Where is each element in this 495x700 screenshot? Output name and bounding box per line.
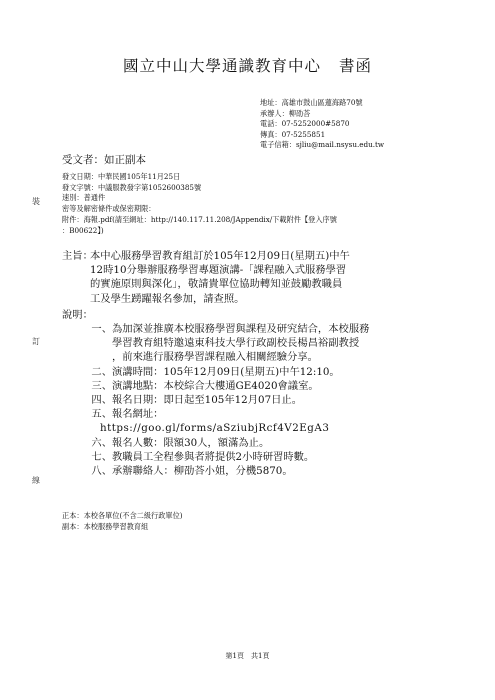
binding-mark-xian: 線 — [32, 476, 40, 485]
document-number: 發文字號：中議服教發字第1052600385號 — [62, 182, 202, 192]
page-footer: 第1頁 共1頁 — [225, 652, 270, 660]
attachment-line-cont: ：B00622】) — [62, 225, 104, 235]
confidentiality: 密等及解密條件或保密期限： — [62, 204, 156, 214]
primary-recipients: 正本：本校各單位(不含二級行政單位) — [62, 511, 183, 520]
explanation — [62, 308, 472, 478]
subject-line: 本中心服務學習教育組訂於105年12月09日(星期五)中午 — [90, 250, 350, 262]
explanation-item — [62, 450, 472, 464]
speed-class: 速別：普通件 — [62, 193, 106, 203]
recipient-value: 如正副本 — [104, 154, 146, 166]
item-number: 四、 — [91, 394, 112, 407]
item-number: 三、 — [91, 379, 112, 392]
explanation-item — [62, 322, 472, 365]
explanation-item — [62, 379, 472, 393]
subject-text — [90, 249, 472, 306]
explanation-item — [62, 407, 472, 421]
item-number: 六、 — [91, 436, 112, 449]
explanation-item — [62, 365, 472, 379]
explanation-item — [62, 393, 472, 407]
subject-label: 主旨： — [62, 250, 93, 262]
item-text: ，前來進行服務學習課程融入相關經驗分享。 — [112, 351, 318, 364]
document-body — [62, 249, 472, 478]
address-line: 地址：高雄市鼓山區蓮海路70號 — [260, 98, 363, 107]
fax-line: 傳真：07-5255851 — [260, 129, 326, 139]
item-text: 承辦聯絡人：柳劭荅小姐，分機5870。 — [112, 465, 293, 478]
binding-mark-ding: 訂 — [32, 337, 40, 346]
org-name: 國立中山大學通識教育中心 — [122, 57, 321, 75]
copy-recipients: 副本：本校服務學習教育組 — [62, 522, 149, 531]
recipient — [62, 152, 146, 167]
attachment-line[interactable]: 附件：海報.pdf(請至網址：http://140.117.11.208/JAppendix/下載附件【登入序號 — [62, 214, 337, 224]
address-block — [260, 98, 384, 151]
phone-line: 電話：07-5252000#5870 — [260, 119, 350, 129]
issue-date: 發文日期：中華民國105年11月25日 — [62, 172, 181, 181]
item-text: 為加深並推廣本校服務學習與課程及研究結合，本校服務 — [112, 323, 370, 336]
item-number: 一、 — [91, 323, 112, 336]
subject-line: 工及學生踴躍報名參加，請查照。 — [90, 292, 245, 305]
item-text: 報名日期：即日起至105年12月07日止。 — [112, 394, 303, 407]
subject-line: 的實施原則與深化」，敬請貴單位協助轉知並鼓勵教職員 — [90, 278, 343, 291]
document-type: 書函 — [339, 57, 373, 75]
item-text: 學習教育組特邀遠東科技大學行政副校長楊昌裕副教授 — [112, 337, 360, 350]
distribution-list — [62, 510, 183, 532]
item-text: 演講時間：105年12月09日(星期五)中午12:10。 — [112, 365, 340, 378]
item-number: 七、 — [91, 450, 112, 463]
item-text: 教職員工全程參與者將提供2小時研習時數。 — [112, 450, 315, 463]
subject-line: 12時10分舉辦服務學習專題演講-「課程融入式服務學習 — [90, 264, 347, 277]
item-text: 報名人數：限額30人，額滿為止。 — [112, 436, 270, 449]
explanation-item — [62, 436, 472, 450]
handler-line: 承辦人：柳劭荅 — [260, 108, 311, 118]
document-meta — [62, 172, 452, 236]
registration-url-link[interactable]: https://goo.gl/forms/aSziubjRcf4V2EgA3 — [100, 422, 330, 435]
explanation-item — [62, 464, 472, 478]
document-title — [0, 54, 495, 76]
item-number: 二、 — [91, 365, 112, 378]
subject — [62, 249, 472, 306]
explanation-label: 說明： — [62, 308, 93, 321]
email-line: 電子信箱：sjliu@mail.nsysu.edu.tw — [260, 140, 385, 150]
recipient-label: 受文者： — [62, 154, 104, 166]
item-text: 演講地點：本校綜合大樓通GE4020會議室。 — [112, 379, 319, 392]
item-text: 報名網址： — [112, 408, 164, 421]
item-number: 八、 — [91, 465, 112, 478]
binding-mark-zhuang: 裝 — [32, 197, 40, 206]
item-number: 五、 — [91, 408, 112, 421]
